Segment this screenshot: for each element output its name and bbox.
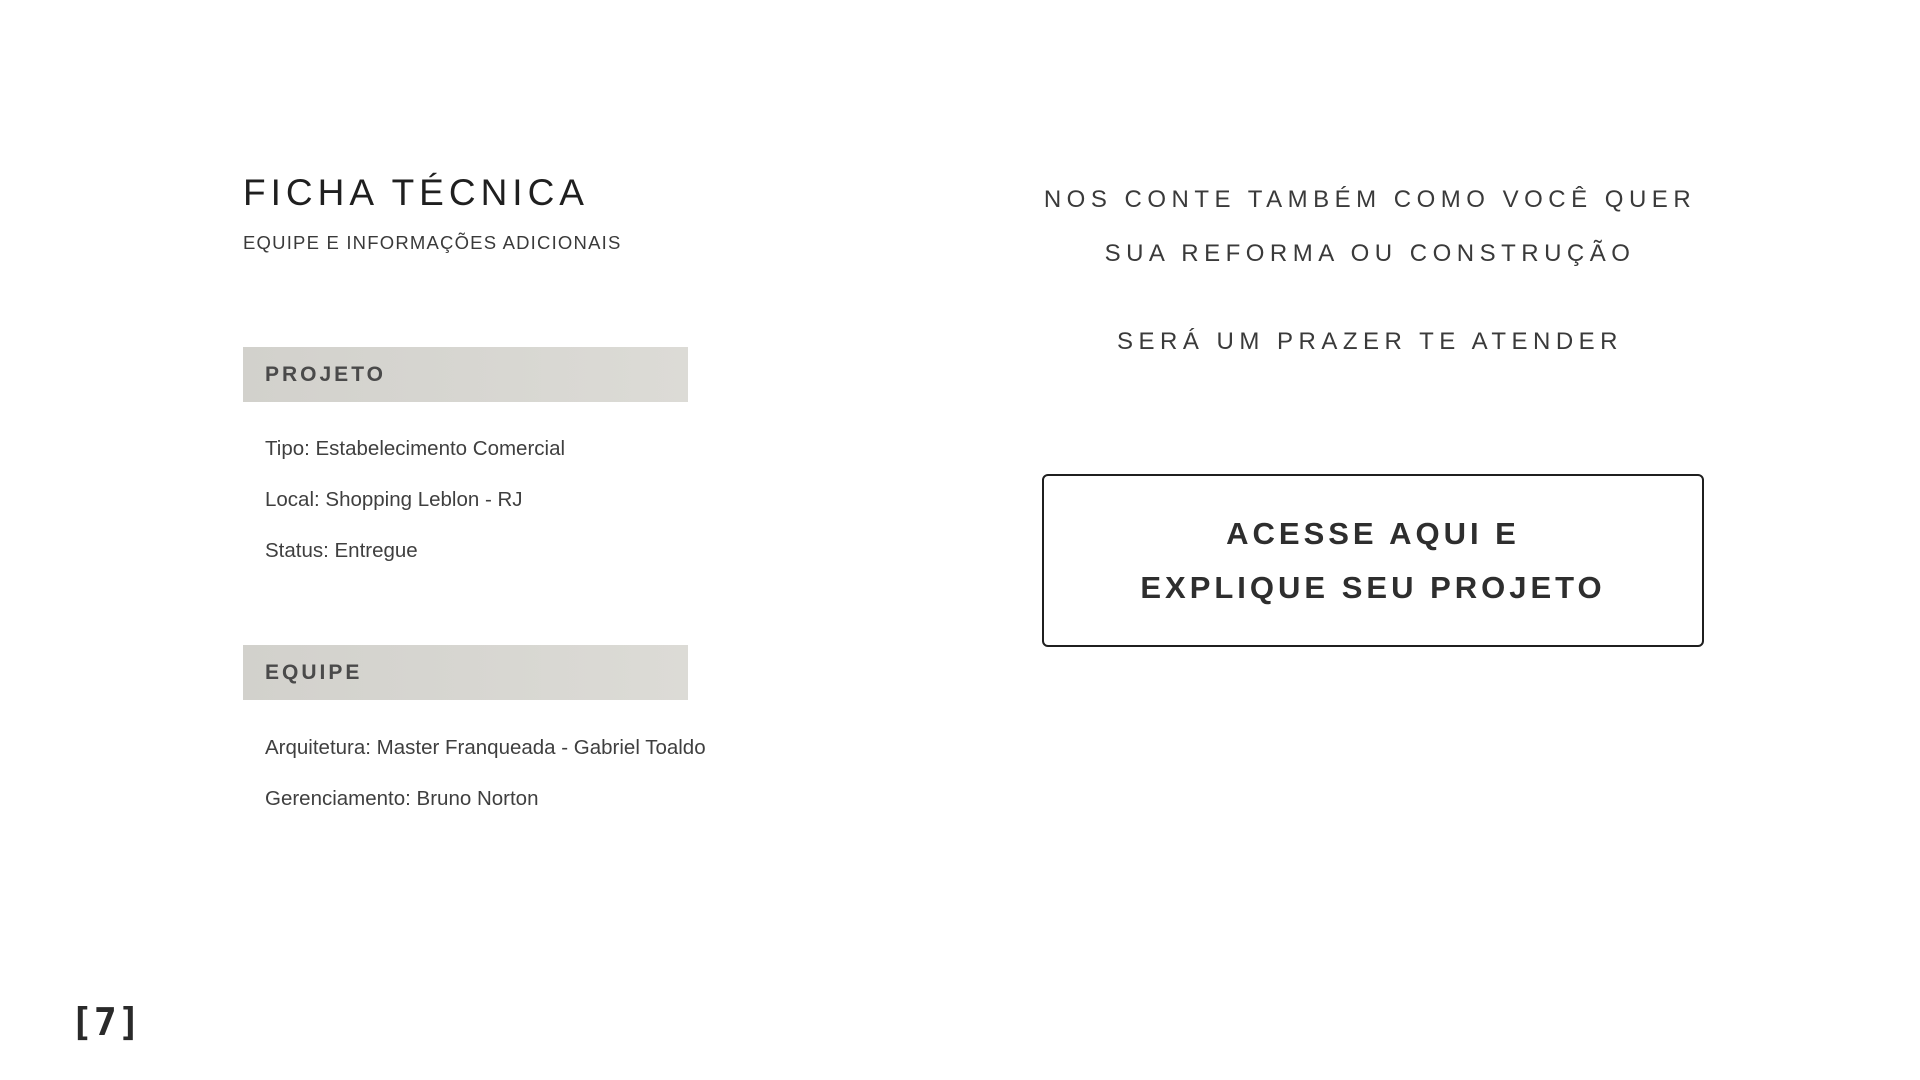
- message-line-2: SUA REFORMA OU CONSTRUÇÃO: [1104, 240, 1636, 267]
- equipe-item-gerenciamento: Gerenciamento: Bruno Norton: [265, 787, 539, 810]
- projeto-item-tipo: Tipo: Estabelecimento Comercial: [265, 437, 566, 460]
- page-number: [7]: [70, 1000, 142, 1044]
- page-subtitle: EQUIPE E INFORMAÇÕES ADICIONAIS: [243, 232, 622, 253]
- page-title: FICHA TÉCNICA: [243, 172, 589, 213]
- equipe-item-arquitetura: Arquitetura: Master Franqueada - Gabriel Toaldo: [265, 736, 706, 759]
- section-header-projeto: PROJETO: [243, 347, 688, 402]
- cta-button[interactable]: [1042, 474, 1704, 647]
- projeto-item-local: Local: Shopping Leblon - RJ: [265, 488, 523, 511]
- message-line-1: NOS CONTE TAMBÉM COMO VOCÊ QUER: [1043, 186, 1697, 213]
- cta-line-1: ACESSE AQUI E: [1226, 515, 1520, 551]
- section-header-equipe: EQUIPE: [243, 645, 688, 700]
- projeto-item-status: Status: Entregue: [265, 539, 418, 562]
- cta-line-2: EXPLIQUE SEU PROJETO: [1140, 569, 1606, 605]
- message-line-3: SERÁ UM PRAZER TE ATENDER: [1116, 328, 1623, 355]
